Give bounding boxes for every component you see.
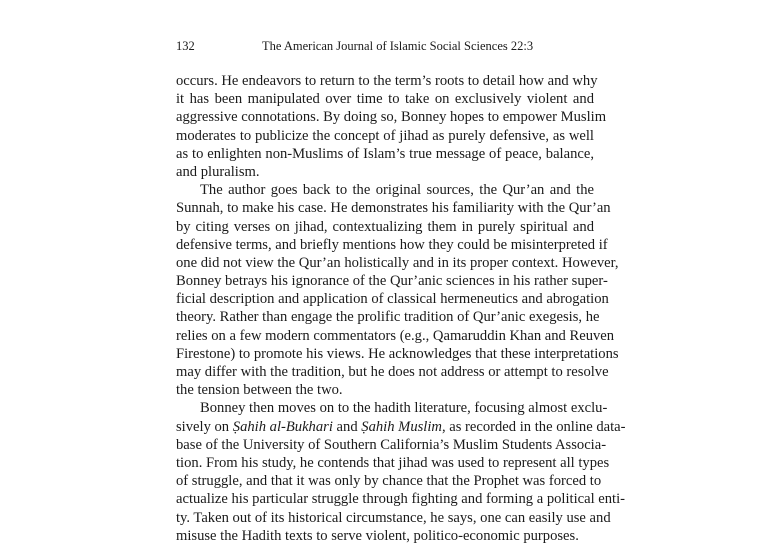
text-line: ty. Taken out of its historical circumstance, he says, one can easily use and bbox=[176, 509, 611, 526]
text-line: and pluralism. bbox=[176, 163, 260, 180]
text-line: of struggle, and that it was only by chance that the Prophet was forced to bbox=[176, 473, 602, 490]
text-run: sively on bbox=[176, 418, 233, 435]
text-run: and bbox=[332, 418, 362, 435]
text-line: as to enlighten non-Muslims of Islam’s true message of peace, balance, bbox=[176, 145, 594, 162]
text-line: aggressive connotations. By doing so, Bonney hopes to empower Muslim bbox=[176, 109, 607, 126]
paragraph bbox=[176, 399, 626, 545]
text-line: tion. From his study, he contends that jihad was used to represent all types bbox=[176, 454, 610, 471]
paragraph bbox=[176, 72, 607, 181]
text-line: base of the University of Southern California’s Muslim Students Associa- bbox=[176, 436, 607, 453]
page-number: 132 bbox=[176, 39, 195, 53]
text-line: actualize his particular struggle through fighting and forming a political enti- bbox=[176, 491, 626, 508]
text-line: the tension between the two. bbox=[176, 382, 343, 399]
text-line: defensive terms, and briefly mentions how they could be misinterpreted if bbox=[176, 236, 608, 253]
text-line: it has been manipulated over time to take on exclusively violent and bbox=[176, 91, 594, 108]
text-line: may differ with the tradition, but he does not address or attempt to resolve bbox=[176, 364, 609, 380]
text-line: by citing verses on jihad, contextualizing them in purely spiritual and bbox=[176, 218, 594, 235]
text-line: misuse the Hadith texts to serve violent, politico-economic purposes. bbox=[176, 527, 579, 544]
text-line: occurs. He endeavors to return to the term’s roots to detail how and why bbox=[176, 73, 598, 89]
text-line: theory. Rather than engage the prolific tradition of Qur’anic exegesis, he bbox=[176, 309, 600, 326]
text-line: relies on a few modern commentators (e.g., Qamaruddin Khan and Reuven bbox=[176, 327, 615, 344]
text-line: Sunnah, to make his case. He demonstrates his familiarity with the Qur’an bbox=[176, 200, 611, 217]
text-run: , as recorded in the online data- bbox=[441, 418, 626, 435]
journal-title: The American Journal of Islamic Social Sciences 22:3 bbox=[262, 39, 534, 53]
text-line: moderates to publicize the concept of jihad as purely defensive, as well bbox=[176, 127, 594, 144]
text-line: Bonney betrays his ignorance of the Qur’anic sciences in his rather super- bbox=[176, 273, 608, 290]
text-line: The author goes back to the original sources, the Qur’an and the bbox=[200, 182, 594, 199]
text-line: Firestone) to promote his views. He acknowledges that these interpretations bbox=[176, 345, 619, 362]
text-line: ficial description and application of classical hermeneutics and abrogation bbox=[176, 291, 609, 308]
paragraph bbox=[176, 181, 619, 399]
text-line: Bonney then moves on to the hadith literature, focusing almost exclu- bbox=[200, 400, 608, 417]
text-line bbox=[176, 418, 626, 436]
text-line: one did not view the Qur’an holistically and in its proper context. However, bbox=[176, 254, 619, 271]
book-title-bukhari: Ṣahih al-Bukhari bbox=[232, 418, 333, 435]
running-header bbox=[176, 37, 594, 55]
article-body bbox=[176, 72, 626, 545]
book-title-muslim: Ṣahih Muslim bbox=[361, 418, 442, 435]
